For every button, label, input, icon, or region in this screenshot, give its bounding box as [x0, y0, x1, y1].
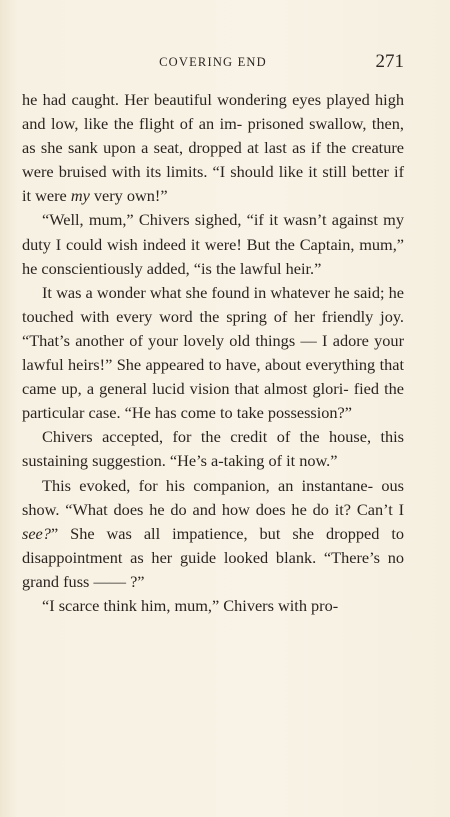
page-number: 271 — [375, 51, 404, 72]
paragraph — [22, 594, 404, 618]
italic-emphasis: see? — [22, 523, 51, 543]
paragraph — [22, 281, 404, 426]
paragraph-text: Chivers accepted, for the credit of the house, this sustaining suggestion. “He’s a-taking of it now.” — [22, 427, 404, 471]
paragraph-continued — [22, 88, 404, 208]
paragraph — [22, 425, 404, 473]
running-head: COVERING END — [159, 55, 267, 69]
paragraph-text: “Well, mum,” Chivers sighed, “if it wasn’t against my duty I could wish indeed it were! But the Captain, mum,” he conscientiously added, “is the lawful heir.” — [22, 210, 404, 278]
paragraph-text: It was a wonder what she found in whatever he said; he touched with every word the spring of her friendly joy. “That’s another of your lovely old things — I adore your lawful heirs!” She appeared to have, about everything that came up, a general lucid vision that almost glori- fied the particular case. “He has come to take possession?” — [22, 282, 404, 423]
page-header — [22, 52, 404, 76]
paragraph-text: he had caught. Her beautiful wondering eyes played high and low, like the flight of an im- prisoned swallow, then, as she sank upon a seat, dropped at last as if the creature were bruised with its limits. “I should like it still better if it were — [22, 90, 404, 206]
paragraph-text: “I scarce think him, mum,” Chivers with pro- — [42, 595, 339, 615]
paragraph-text: This evoked, for his companion, an instantane- ous show. “What does he do and how does he do it? Can’t I — [22, 475, 404, 519]
paragraph — [22, 208, 404, 280]
paragraph-text: very own!” — [89, 186, 168, 206]
paragraph — [22, 474, 404, 594]
italic-emphasis: my — [70, 186, 90, 206]
body-text — [22, 88, 404, 618]
paragraph-text: ” She was all impatience, but she dropped to disappointment as her guide looked blank. “There’s no grand fuss —— ?” — [22, 523, 404, 591]
